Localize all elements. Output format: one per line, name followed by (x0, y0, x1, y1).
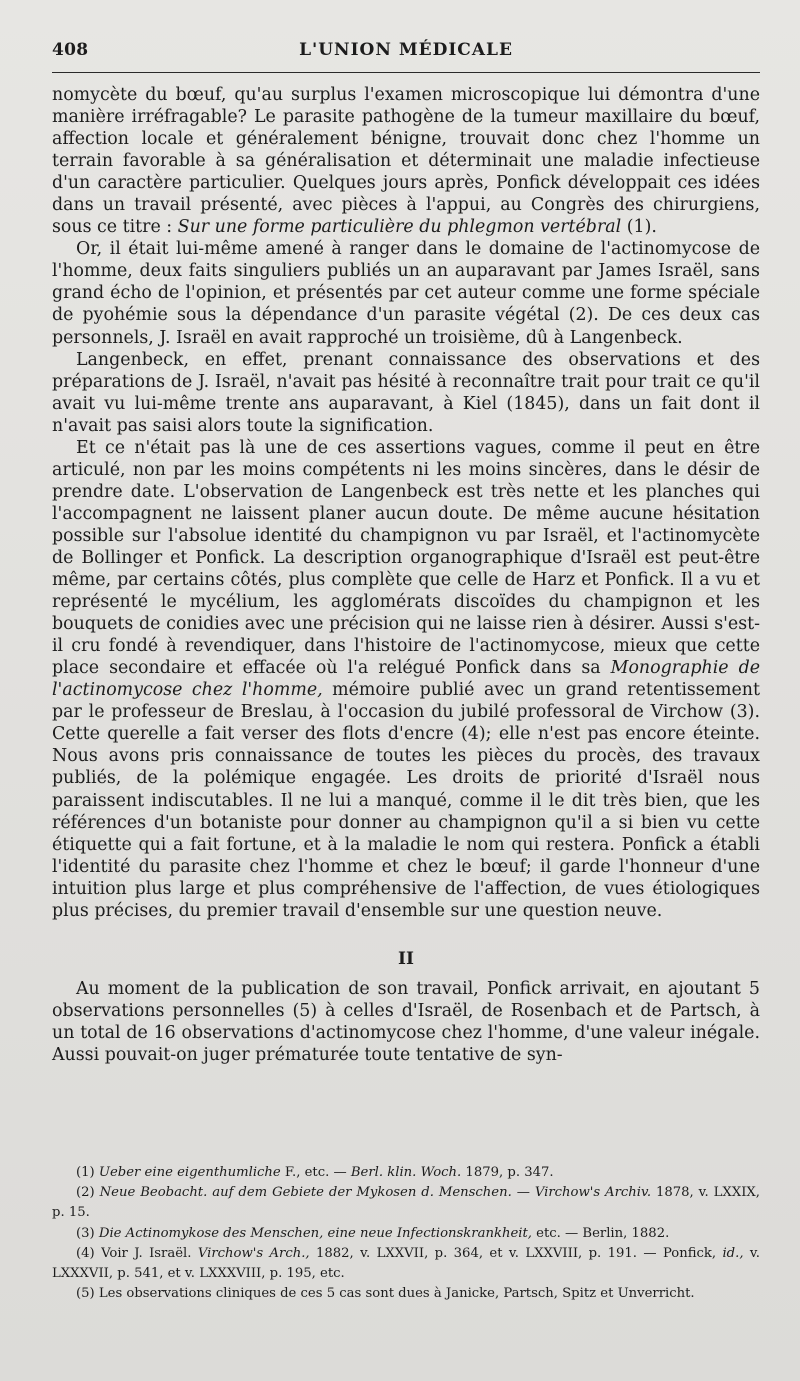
paragraph-text: nomycète du bœuf, qu'au surplus l'examen microscopique lui démontra d'une manière irréfragable? Le parasite pathogène de la tumeur maxillaire du bœuf, affection locale et généralement bénigne, trouvait donc chez l'homme un terrain favorable à sa généralisation et déterminait une maladie infectieuse d'un caractère particulier. Quelques jours après, Ponfick développait ces idées dans un travail présenté, avec pièces à l'appui, au Congrès des chirurgiens, sous ce titre : (52, 85, 760, 238)
page-header (52, 40, 760, 64)
footnote-text: 1878, v. LXXIX, p. 15. (52, 1185, 760, 1221)
cited-title: Sur une forme particulière du phlegmon vertébral (177, 217, 622, 238)
footnote-3 (52, 1224, 760, 1244)
paragraph (52, 437, 760, 922)
footnote-5 (52, 1284, 760, 1304)
footnote-text: Voir J. Israël. (94, 1245, 198, 1261)
paragraph-continuation (52, 84, 760, 238)
footnote-text: F., etc. — (280, 1165, 351, 1180)
footnote-text: 1879, p. 347. (461, 1165, 554, 1180)
paragraph-text: (1). (621, 217, 657, 238)
footnote-title: Die Actinomykose des Menschen, eine neue Infectionskrankheit, (98, 1225, 532, 1241)
footnote-text: 1882, v. LXXVII, p. 364, et v. LXXVIII, p. 191. — Ponfick, (309, 1245, 723, 1261)
footnote-number: (5) (76, 1286, 95, 1302)
footnote-journal: Berl. klin. Woch. (350, 1165, 462, 1180)
paragraph-text: mémoire publié avec un grand retentissement par le professeur de Breslau, à l'occasion du jubilé professoral de Virchow (3). Cette querelle a fait verser des flots d'encre (4); elle n'est pas encore éteinte. Nous avons pris connaissance de toutes les pièces du procès, des travaux publiés, de la polémique engagée. Les droits de priorité d'Israël nous paraissent indiscutables. Il ne lui a manqué, comme il le dit très bien, que les références d'un botaniste pour donner au champignon qu'il a si bien vu cette étiquette qui a fait fortune, et à la maladie le nom qui restera. Ponfick a établi l'identité du parasite chez l'homme et chez le bœuf; il garde l'honneur d'une intuition plus large et plus compréhensive de l'affection, de vues étiologiques plus précises, du premier travail d'ensemble sur une question neuve. (52, 680, 760, 921)
footnote-number: (1) (76, 1165, 95, 1180)
footnote-number: (2) (76, 1185, 95, 1201)
page-number: 408 (52, 40, 89, 60)
footnote-1 (52, 1163, 760, 1183)
section-heading: II (398, 948, 414, 969)
footnote-2 (52, 1183, 760, 1223)
running-title: L'UNION MÉDICALE (299, 40, 513, 60)
footnote-number: (3) (76, 1225, 95, 1241)
footnote-title: Neue Beobacht. auf dem Gebiete der Mykosen d. Menschen. (99, 1185, 512, 1201)
paragraph: Langenbeck, en effet, prenant connaissance des observations et des préparations de J. Israël, n'avait pas hésité à reconnaître trait pour trait ce qu'il avait vu lui-même trente ans auparavant, à Kiel (1845), dans un fait dont il n'avait pas saisi alors toute la signification. (52, 349, 760, 436)
header-rule (52, 72, 760, 73)
footnote-title: Ueber eine eigenthumliche (98, 1165, 281, 1180)
paragraph-text: Et ce n'était pas là une de ces assertions vagues, comme il peut en être articulé, non par les moins compétents ni les moins sincères, dans le désir de prendre date. L'observation de Langenbeck est très nette et les planches qui l'accompagnent ne laissent planer aucun doute. De même aucune hésitation possible sur l'absolue identité du champignon vu par Israël, et l'actinomycète de Bollinger et Ponfick. La description organographique d'Israël est peut-être même, par certains côtés, plus complète que celle de Harz et Ponfick. Il a vu et représenté le mycélium, les agglomérats discoïdes du champignon et les bouquets de conidies avec une précision qui ne laisse rien à désirer. Aussi s'est-il cru fondé à revendiquer, dans l'histoire de l'actinomycose, mieux que cette place secondaire et effacée où l'a relégué Ponfick dans sa (52, 437, 760, 679)
footnote-journal: Virchow's Arch., (197, 1245, 310, 1261)
cited-title: Monographie de l'actinomycose chez l'homme, (52, 658, 760, 701)
footnote-text: — (511, 1185, 535, 1201)
footnote-ibid: id., (722, 1245, 744, 1261)
footnote-text: etc. — Berlin, 1882. (531, 1225, 670, 1241)
paragraph: Or, il était lui-même amené à ranger dans le domaine de l'actinomycose de l'homme, deux faits singuliers publiés un an auparavant par James Israël, sans grand écho de l'opinion, et présentés par cet auteur comme une forme spéciale de pyohémie sous la dépendance d'un parasite végétal (2). De ces deux cas personnels, J. Israël en avait rapproché un troisième, dû à Langenbeck. (52, 239, 760, 348)
footnotes (52, 1163, 760, 1304)
footnote-journal: Virchow's Archiv. (534, 1185, 652, 1201)
body-text (52, 84, 760, 1066)
footnote-4 (52, 1244, 760, 1284)
footnote-number: (4) (76, 1245, 95, 1261)
footnote-text: Les observations cliniques de ces 5 cas sont dues à Janicke, Partsch, Spitz et Unverricht. (94, 1286, 695, 1302)
paragraph: Au moment de la publication de son travail, Ponfick arrivait, en ajoutant 5 observations personnelles (5) à celles d'Israël, de Rosenbach et de Partsch, à un total de 16 observations d'actinomycose chez l'homme, d'une valeur inégale. Aussi pouvait-on juger prématurée toute tentative de syn- (52, 978, 760, 1065)
footnote-text: v. LXXXVII, p. 541, et v. LXXXVIII, p. 195, etc. (52, 1245, 760, 1282)
